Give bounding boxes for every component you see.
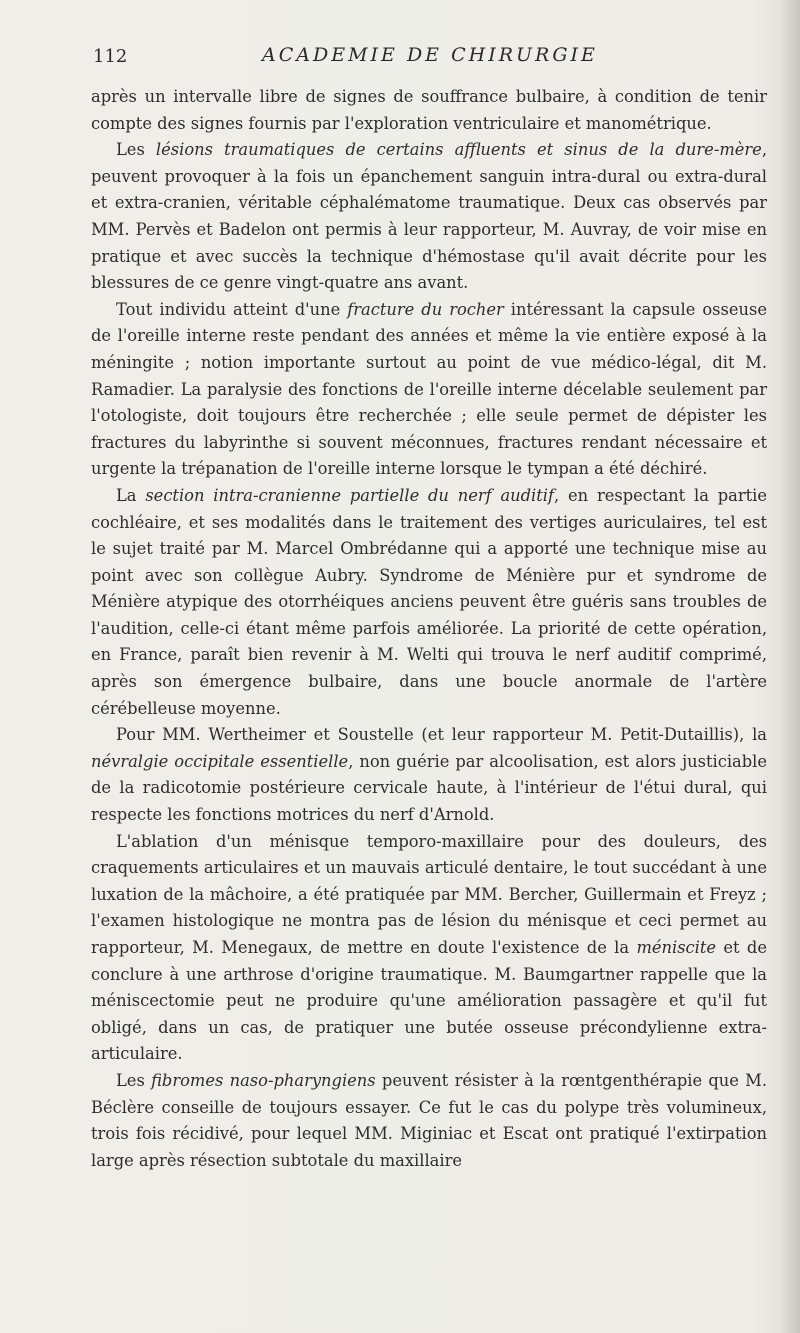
body-text [91,84,767,1174]
paragraph-nevralgie [91,722,767,828]
paragraph-fibromes [91,1068,767,1174]
text-segment: , en respectant la partie cochléaire, et ses modalités dans le traitement des vertiges auriculaires, tel est le sujet traité par M. Marcel Ombrédanne qui a apporté une technique mise au point avec son collègue Aubry. Syndrome de Ménière pur et syndrome de Ménière atypique des otorrhéiques anciens peuvent être guéris sans troubles de l'audition, celle-ci étant même parfois améliorée. La priorité de cette opération, en France, paraît bien revenir à M. Welti qui trouva le nerf auditif comprimé, après son émergence bulbaire, dans une boucle anormale de l'artère cérébelleuse moyenne. [91,485,767,718]
text-segment: et de conclure à une arthrose d'origine traumatique. M. Baumgartner rappelle que la méniscectomie peut ne produire qu'une amélioration passagère et qu'il fut obligé, dans un cas, de pratiquer une butée osseuse précondylienne extra-articulaire. [91,938,767,1064]
paragraph-continuation [91,84,767,137]
text-segment: La [116,485,146,505]
page-header [0,42,800,72]
text-segment: , non guérie par alcoolisation, est alors justiciable de la radicotomie postérieure cervicale haute, à l'intérieur de l'étui dural, qui respecte les fonctions motrices du nerf d'Arnold. [91,751,767,825]
text-segment: Pour MM. Wertheimer et Soustelle (et leur rapporteur M. Petit-Dutaillis), la [116,725,767,745]
text-segment: intéressant la capsule osseuse de l'oreille interne reste pendant des années et même la vie entière exposé à la méningite ; notion importante surtout au point de vue médico-légal, dit M. Ramadier. La paralysie des fonctions de l'oreille interne décelable seulement par l'otologiste, doit toujours être recherchée ; elle seule permet de dépister les fractures du labyrinthe si souvent méconnues, fractures rendant nécessaire et urgente la trépanation de l'oreille interne lorsque le tympan a été déchiré. [91,299,767,479]
text-segment: Les [116,140,156,160]
italic-term: fibromes naso-pharyngiens [151,1070,376,1090]
paragraph-sinus-lesions [91,137,767,297]
italic-term: lésions traumatiques de certains affluents et sinus de la dure-mère [155,140,762,160]
page-edge-shadow [780,0,800,1333]
text-segment: Tout individu atteint d'une [116,299,348,319]
running-head: ACADEMIE DE CHIRURGIE [262,44,598,66]
paragraph-menisque [91,829,767,1068]
text-segment: , peuvent provoquer à la fois un épanchement sanguin intra-dural ou extra-dural et extra-cranien, véritable céphalématome traumatique. Deux cas observés par MM. Pervès et Badelon ont permis à leur rapporteur, M. Auvray, de voir mise en pratique et avec succès la technique d'hémostase qu'il avait décrite pour les blessures de ce genre vingt-quatre ans avant. [91,140,767,293]
paragraph-fracture-rocher [91,297,767,483]
italic-term: fracture du rocher [347,299,504,319]
page-number: 112 [93,46,128,67]
text-segment: L'ablation d'un ménisque temporo-maxillaire pour des douleurs, des craquements articulaires et un mauvais articulé dentaire, le tout succédant à une luxation de la mâchoire, a été pratiquée par MM. Bercher, Guillermain et Freyz ; l'examen histologique ne montra pas de lésion du ménisque et ceci permet au rapporteur, M. Menegaux, de mettre en doute l'existence de la [91,831,767,957]
text-segment: Les [116,1070,152,1090]
italic-term: névralgie occipitale essentielle [91,751,349,771]
text-segment: après un intervalle libre de signes de souffrance bulbaire, à condition de tenir compte des signes fournis par l'exploration ventriculaire et manométrique. [91,87,767,133]
italic-term: section intra-cranienne partielle du nerf auditif [145,485,555,505]
italic-term: méniscite [636,938,717,957]
paragraph-nerf-auditif [91,483,767,722]
text-segment: peuvent résister à la rœntgenthérapie que M. Béclère conseille de toujours essayer. Ce fut le cas du polype très volumineux, trois fois récidivé, pour lequel MM. Miginiac et Escat ont pratiqué l'extirpation large après résection subtotale du maxillaire [91,1070,768,1170]
